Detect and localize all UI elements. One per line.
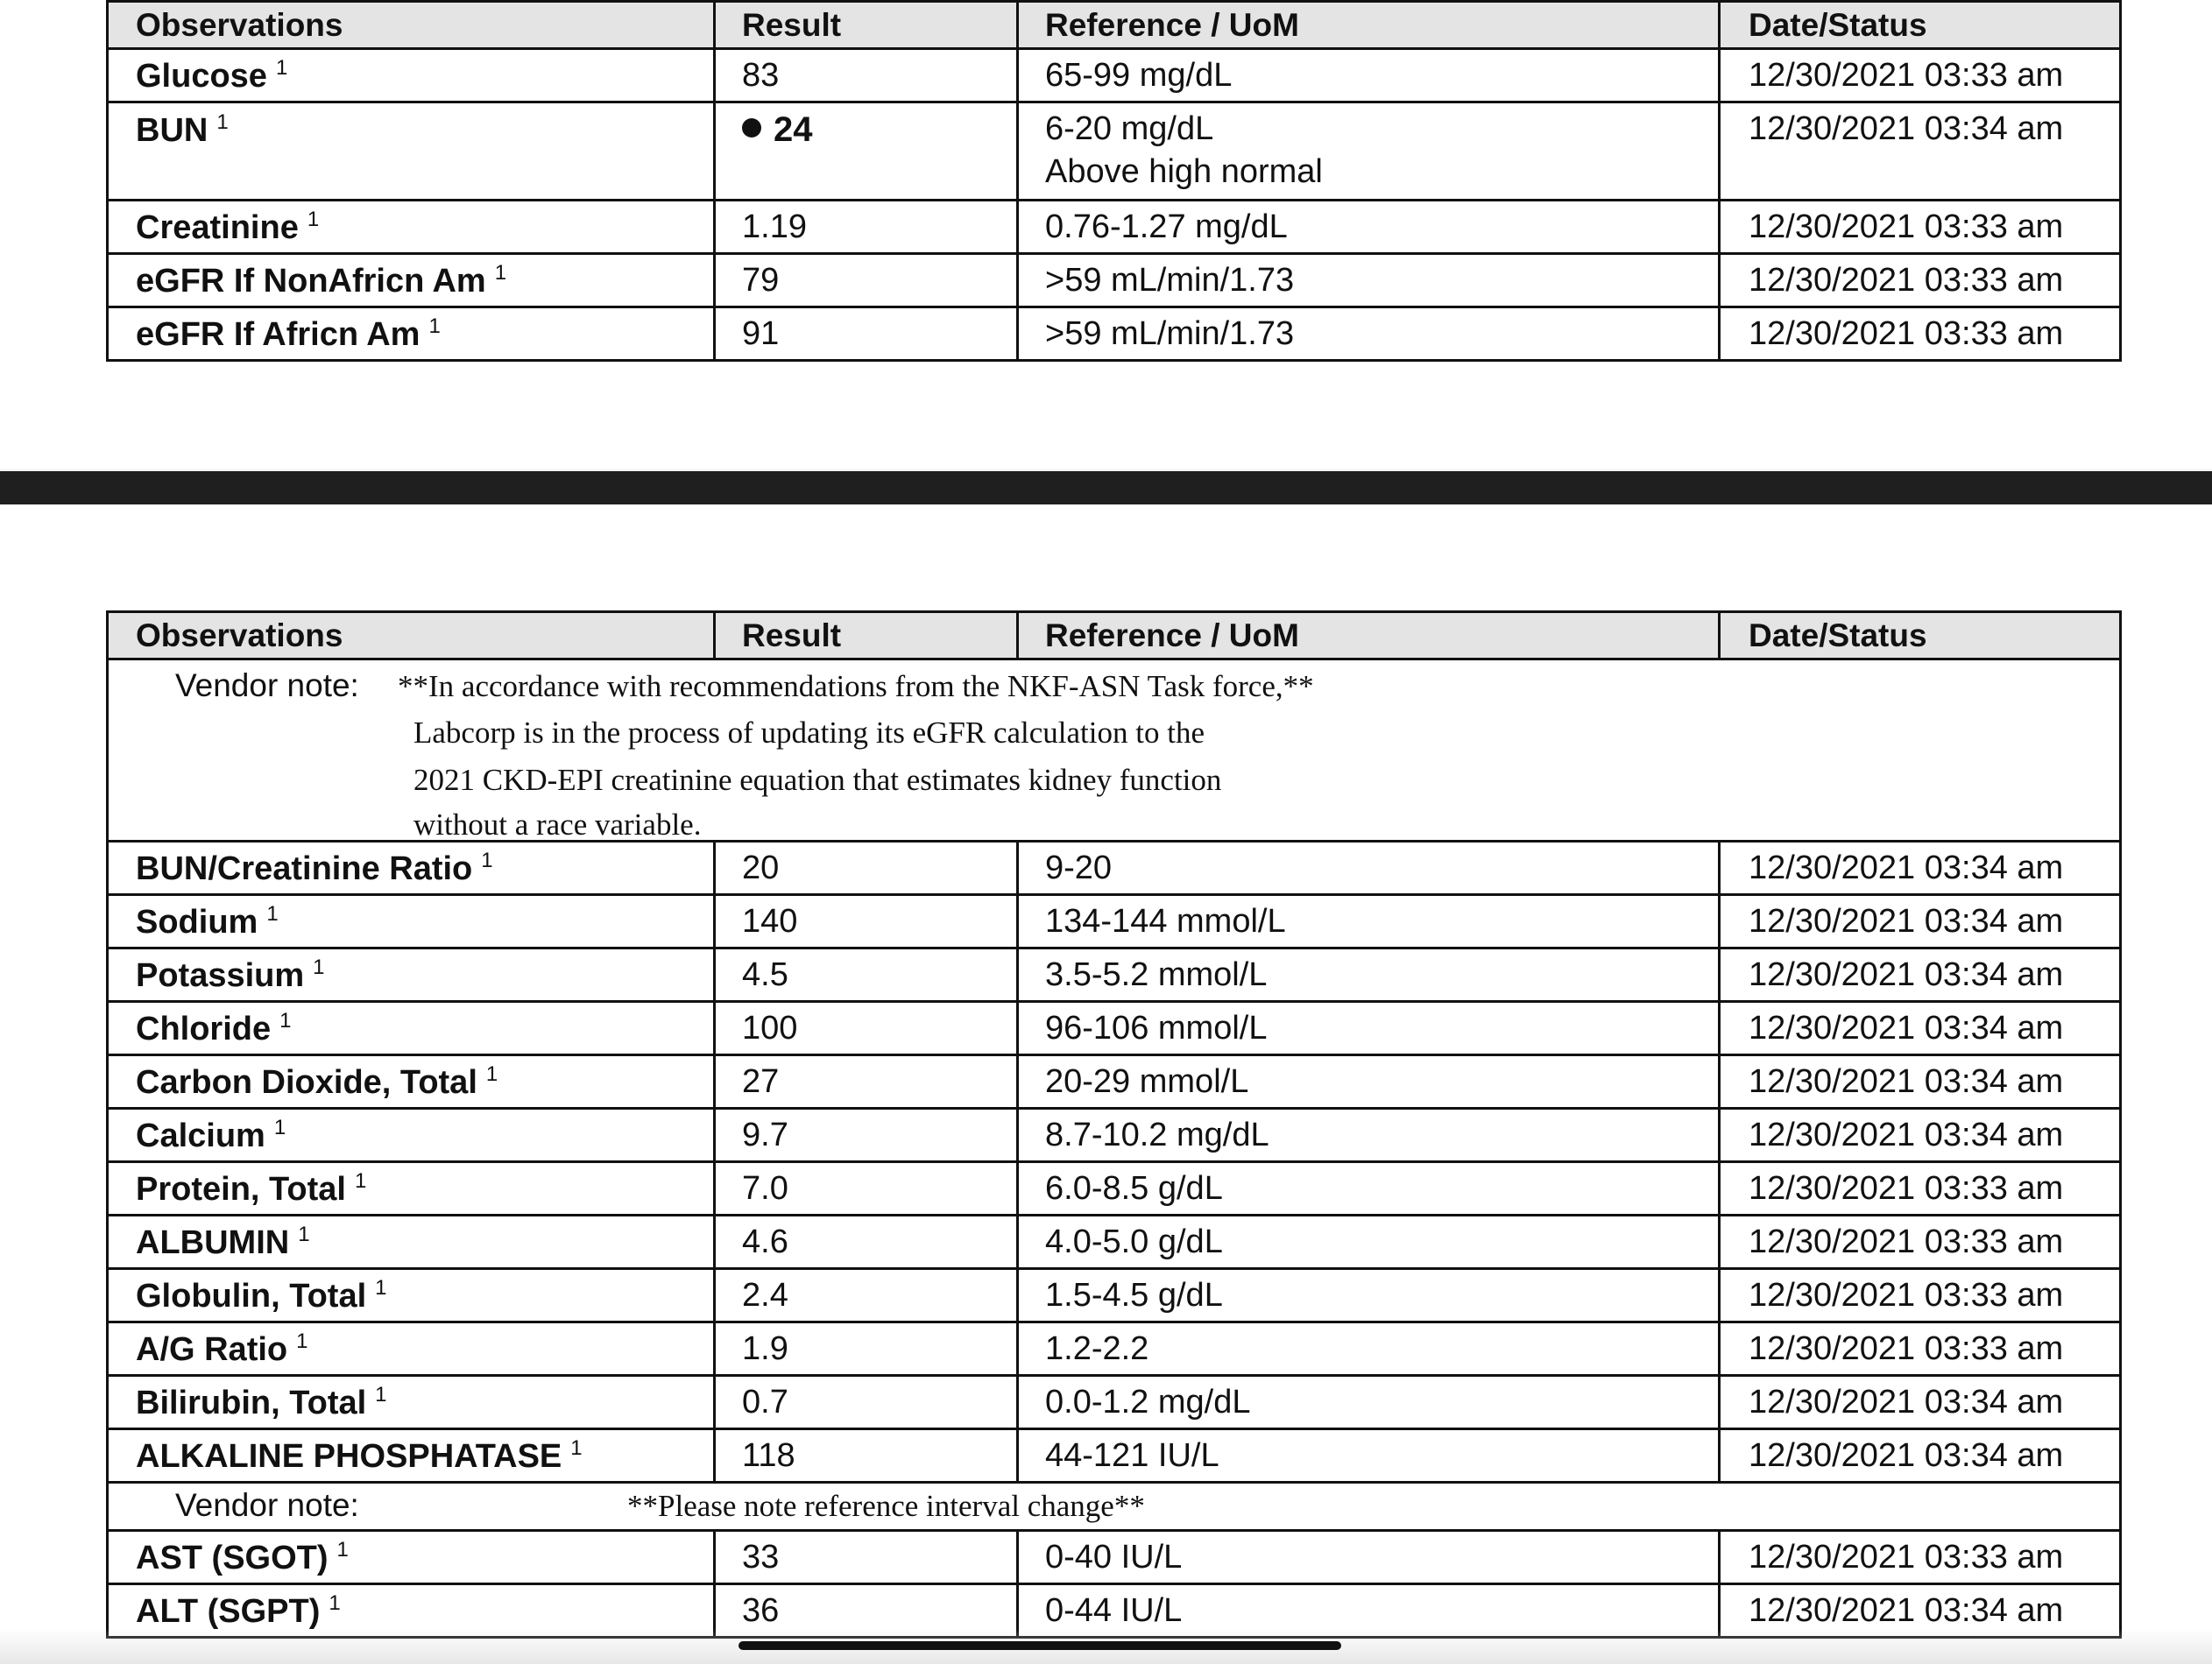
result-value: 1.19	[715, 201, 1018, 254]
abnormal-flag-icon	[742, 118, 761, 137]
date-status: 12/30/2021 03:34 am	[1720, 1002, 2121, 1055]
header-date-status: Date/Status	[1720, 612, 2121, 659]
footnote-marker: 1	[375, 1275, 387, 1300]
table-row	[108, 1269, 2121, 1322]
test-name: ALBUMIN	[136, 1223, 290, 1261]
table-row	[108, 948, 2121, 1002]
table-row	[108, 1322, 2121, 1376]
vendor-note-label: Vendor note:	[175, 1487, 359, 1523]
table-row	[108, 307, 2121, 361]
footnote-marker: 1	[329, 1590, 341, 1615]
test-name: Chloride	[136, 1010, 272, 1047]
footnote-marker: 1	[494, 260, 507, 285]
result-value: 91	[715, 307, 1018, 361]
result-value: 4.5	[715, 948, 1018, 1002]
footnote-marker: 1	[375, 1382, 387, 1407]
header-result: Result	[715, 2, 1018, 49]
header-reference: Reference / UoM	[1018, 612, 1720, 659]
result-value: 24	[774, 110, 813, 149]
test-name: BUN	[136, 112, 208, 149]
result-value: 79	[715, 254, 1018, 307]
results-table-1	[106, 0, 2122, 362]
footnote-marker: 1	[216, 110, 229, 134]
reference-range: 6.0-8.5 g/dL	[1018, 1162, 1720, 1216]
result-value: 118	[715, 1429, 1018, 1483]
date-status: 12/30/2021 03:34 am	[1720, 1376, 2121, 1429]
date-status: 12/30/2021 03:34 am	[1720, 842, 2121, 895]
table-row	[108, 1109, 2121, 1162]
vendor-note-text: **Please note reference interval change**	[627, 1489, 1145, 1523]
footnote-marker: 1	[298, 1222, 310, 1246]
header-result: Result	[715, 612, 1018, 659]
vendor-note-row	[108, 1483, 2121, 1531]
footnote-marker: 1	[296, 1329, 308, 1353]
reference-range: 8.7-10.2 mg/dL	[1018, 1109, 1720, 1162]
result-value: 4.6	[715, 1216, 1018, 1269]
table-row	[108, 1002, 2121, 1055]
test-name: ALKALINE PHOSPHATASE	[136, 1437, 562, 1475]
test-name: BUN/Creatinine Ratio	[136, 850, 473, 887]
table-row	[108, 49, 2121, 102]
table-row	[108, 1429, 2121, 1483]
reference-range: 96-106 mmol/L	[1018, 1002, 1720, 1055]
table-row	[108, 1055, 2121, 1109]
table-row	[108, 842, 2121, 895]
table-row	[108, 201, 2121, 254]
date-status: 12/30/2021 03:34 am	[1720, 1055, 2121, 1109]
reference-range: 1.5-4.5 g/dL	[1018, 1269, 1720, 1322]
reference-range: 9-20	[1018, 842, 1720, 895]
result-value: 7.0	[715, 1162, 1018, 1216]
date-status: 12/30/2021 03:33 am	[1720, 49, 2121, 102]
result-value: 27	[715, 1055, 1018, 1109]
result-value: 1.9	[715, 1322, 1018, 1376]
result-value: 33	[715, 1531, 1018, 1584]
table-row	[108, 1376, 2121, 1429]
reference-range: 4.0-5.0 g/dL	[1018, 1216, 1720, 1269]
reference-range: 65-99 mg/dL	[1018, 49, 1720, 102]
reference-range: 20-29 mmol/L	[1018, 1055, 1720, 1109]
reference-range: 134-144 mmol/L	[1018, 895, 1720, 948]
reference-range: 1.2-2.2	[1018, 1322, 1720, 1376]
vendor-note-row	[108, 659, 2121, 842]
footnote-marker: 1	[313, 955, 325, 979]
test-name: Calcium	[136, 1117, 265, 1154]
table-row	[108, 1531, 2121, 1584]
vendor-note-label: Vendor note:	[175, 667, 359, 703]
footnote-marker: 1	[354, 1168, 367, 1193]
footnote-marker: 1	[266, 901, 279, 926]
reference-range: 0.76-1.27 mg/dL	[1018, 201, 1720, 254]
header-observations: Observations	[108, 612, 715, 659]
test-name: Globulin, Total	[136, 1277, 367, 1315]
date-status: 12/30/2021 03:33 am	[1720, 1216, 2121, 1269]
date-status: 12/30/2021 03:33 am	[1720, 1531, 2121, 1584]
date-status: 12/30/2021 03:33 am	[1720, 254, 2121, 307]
table-row	[108, 102, 2121, 201]
results-table-2	[106, 610, 2122, 1639]
date-status: 12/30/2021 03:33 am	[1720, 201, 2121, 254]
footnote-marker: 1	[279, 1008, 292, 1033]
home-indicator[interactable]	[739, 1641, 1341, 1650]
test-name: Sodium	[136, 903, 258, 941]
reference-range: >59 mL/min/1.73	[1018, 254, 1720, 307]
test-name: AST (SGOT)	[136, 1539, 329, 1576]
header-reference: Reference / UoM	[1018, 2, 1720, 49]
reference-range: 3.5-5.2 mmol/L	[1018, 948, 1720, 1002]
vendor-note-line: 2021 CKD-EPI creatinine equation that estimates kidney function	[413, 763, 1222, 797]
vendor-note-line: Labcorp is in the process of updating its eGFR calculation to the	[413, 716, 1205, 750]
date-status: 12/30/2021 03:33 am	[1720, 1322, 2121, 1376]
footnote-marker: 1	[570, 1435, 583, 1460]
test-name: A/G Ratio	[136, 1330, 288, 1368]
result-value: 2.4	[715, 1269, 1018, 1322]
footnote-marker: 1	[481, 848, 493, 872]
test-name: ALT (SGPT)	[136, 1592, 321, 1630]
result-value: 140	[715, 895, 1018, 948]
date-status: 12/30/2021 03:33 am	[1720, 1269, 2121, 1322]
vendor-note	[109, 1484, 2119, 1529]
flag-description: Above high normal	[1045, 153, 1323, 190]
reference-range: 0-44 IU/L	[1018, 1584, 1720, 1638]
footnote-marker: 1	[336, 1537, 349, 1562]
table-header-row	[108, 612, 2121, 659]
test-name: Protein, Total	[136, 1170, 346, 1208]
test-name: Glucose	[136, 57, 267, 95]
footnote-marker: 1	[273, 1115, 286, 1139]
date-status: 12/30/2021 03:34 am	[1720, 1109, 2121, 1162]
reference-range: 0-40 IU/L	[1018, 1531, 1720, 1584]
table-row	[108, 1216, 2121, 1269]
date-status: 12/30/2021 03:34 am	[1720, 102, 2121, 201]
page-divider	[0, 471, 2212, 504]
date-status: 12/30/2021 03:34 am	[1720, 895, 2121, 948]
date-status: 12/30/2021 03:34 am	[1720, 948, 2121, 1002]
table-row	[108, 895, 2121, 948]
test-name: Creatinine	[136, 208, 299, 246]
result-value: 36	[715, 1584, 1018, 1638]
reference-range: 44-121 IU/L	[1018, 1429, 1720, 1483]
vendor-note-line: without a race variable.	[413, 807, 702, 842]
footnote-marker: 1	[485, 1061, 498, 1086]
result-value: 9.7	[715, 1109, 1018, 1162]
date-status: 12/30/2021 03:33 am	[1720, 307, 2121, 361]
table-header-row	[108, 2, 2121, 49]
reference-range: 6-20 mg/dL	[1045, 110, 1214, 147]
table-row	[108, 254, 2121, 307]
vendor-note-line: **In accordance with recommendations from the NKF-ASN Task force,**	[398, 669, 1314, 703]
vendor-note	[109, 660, 2119, 840]
header-date-status: Date/Status	[1720, 2, 2121, 49]
test-name: Bilirubin, Total	[136, 1384, 367, 1421]
result-value: 83	[715, 49, 1018, 102]
reference-range: 0.0-1.2 mg/dL	[1018, 1376, 1720, 1429]
header-observations: Observations	[108, 2, 715, 49]
date-status: 12/30/2021 03:34 am	[1720, 1429, 2121, 1483]
result-value: 100	[715, 1002, 1018, 1055]
test-name: Carbon Dioxide, Total	[136, 1063, 477, 1101]
result-value: 0.7	[715, 1376, 1018, 1429]
test-name: eGFR If NonAfricn Am	[136, 262, 486, 300]
test-name: eGFR If Africn Am	[136, 315, 420, 353]
footnote-marker: 1	[307, 207, 320, 231]
date-status: 12/30/2021 03:33 am	[1720, 1162, 2121, 1216]
footnote-marker: 1	[428, 314, 441, 338]
date-status: 12/30/2021 03:34 am	[1720, 1584, 2121, 1638]
table-row	[108, 1162, 2121, 1216]
test-name: Potassium	[136, 956, 305, 994]
reference-range: >59 mL/min/1.73	[1018, 307, 1720, 361]
footnote-marker: 1	[275, 55, 288, 80]
result-value: 20	[715, 842, 1018, 895]
